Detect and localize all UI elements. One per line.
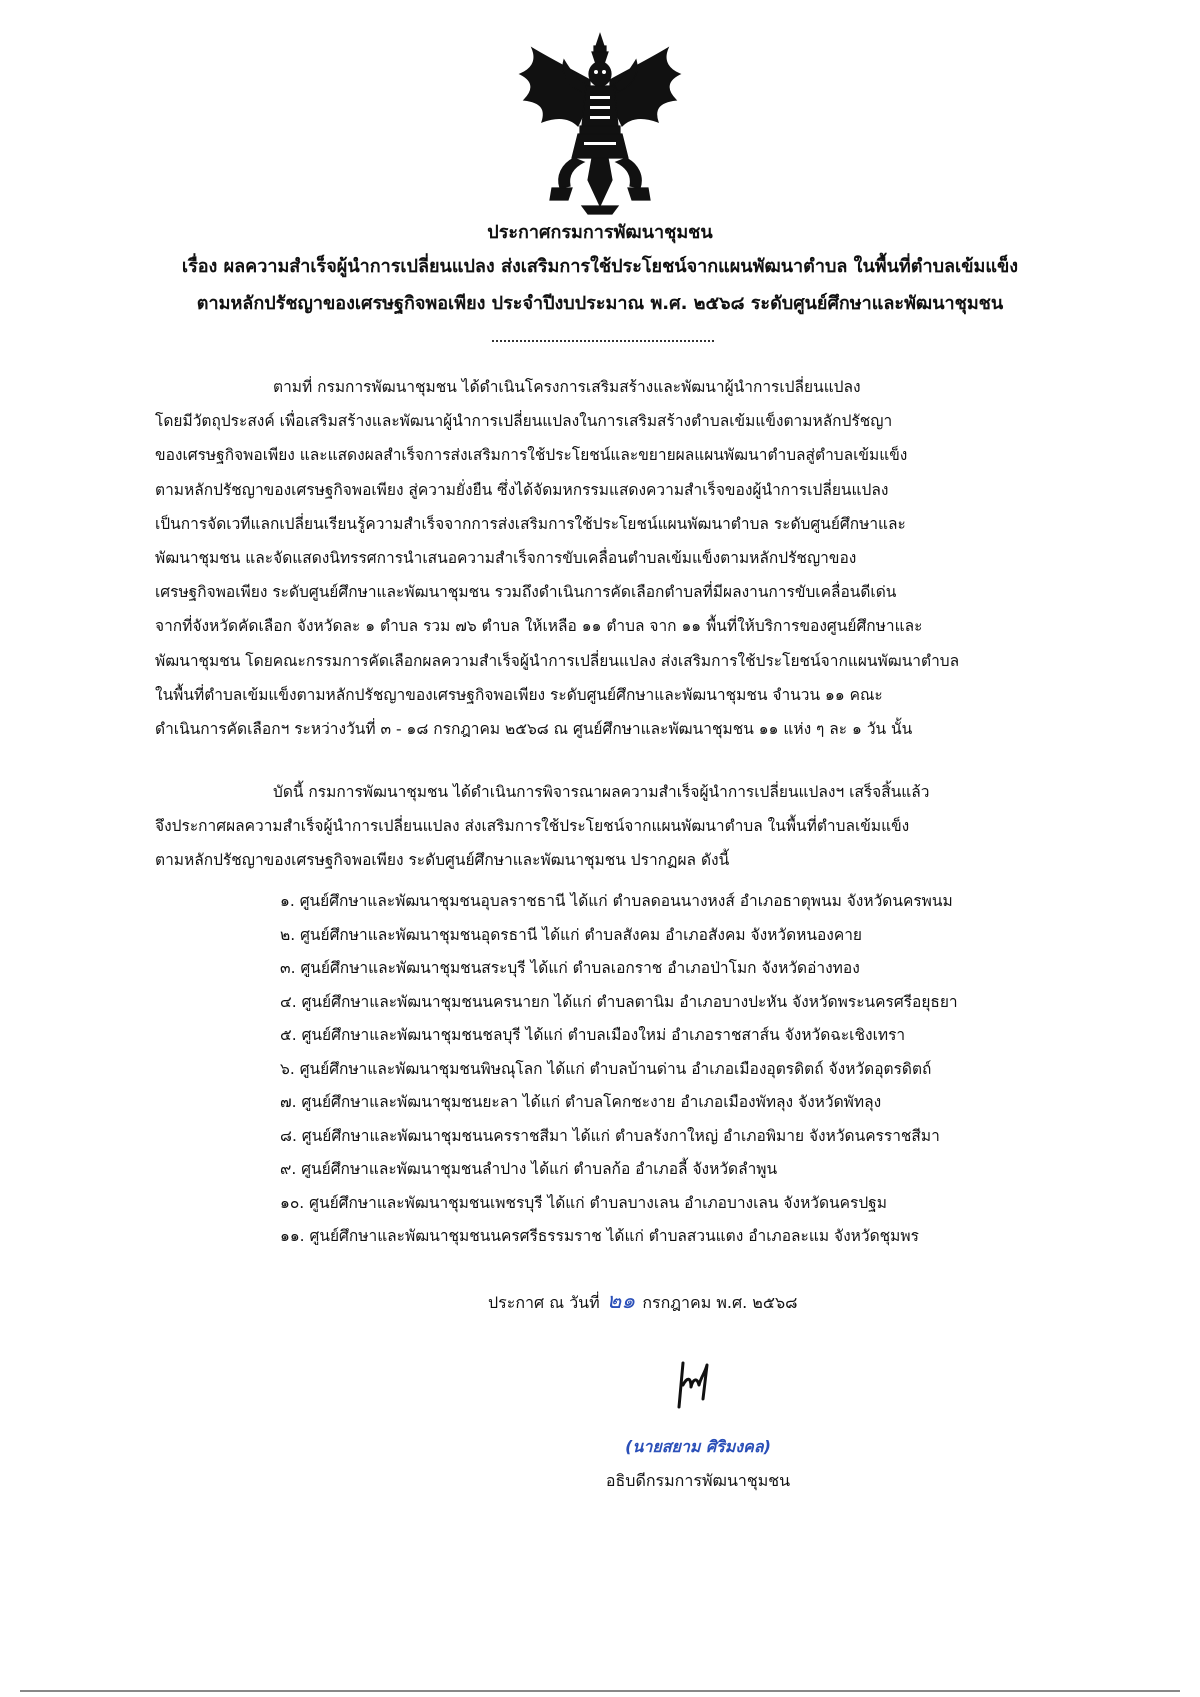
- subject-line-2: ตามหลักปรัชญาของเศรษฐกิจพอเพียง ประจำปีงบประมาณ พ.ศ. ๒๕๖๘ ระดับศูนย์ศึกษาและพัฒนาชุมชน: [196, 293, 1004, 314]
- paragraph-line: ในพื้นที่ตำบลเข้มแข็งตามหลักปรัชญาของเศรษฐกิจพอเพียง ระดับศูนย์ศึกษาและพัฒนาชุมชน จำนวน ๑๑ คณะ: [155, 685, 883, 704]
- announcement-date: [488, 1283, 797, 1318]
- list-item: ๖. ศูนย์ศึกษาและพัฒนาชุมชนพิษณุโลก ได้แก่ ตำบลบ้านด่าน อำเภอเมืองอุตรดิตถ์ จังหวัดอุตรดิตถ์: [280, 1059, 932, 1078]
- signature-icon: [665, 1355, 725, 1415]
- paragraph-line: เป็นการจัดเวทีแลกเปลี่ยนเรียนรู้ความสำเร็จจากการส่งเสริมการใช้ประโยชน์แผนพัฒนาตำบล ระดับศูนย์ศึกษาและ: [155, 514, 906, 533]
- list-item: ๘. ศูนย์ศึกษาและพัฒนาชุมชนนครราชสีมา ได้แก่ ตำบลรังกาใหญ่ อำเภอพิมาย จังหวัดนครราชสีมา: [280, 1126, 940, 1145]
- date-day-handwritten: ๒๑: [606, 1289, 636, 1314]
- signatory-name: (นายสยาม ศิริมงคล): [625, 1437, 771, 1456]
- paragraph-line: โดยมีวัตถุประสงค์ เพื่อเสริมสร้างและพัฒนาผู้นำการเปลี่ยนแปลงในการเสริมสร้างตำบลเข้มแข็งตามหลักปรัชญา: [155, 412, 893, 431]
- paragraph-line: เศรษฐกิจพอเพียง ระดับศูนย์ศึกษาและพัฒนาชุมชน รวมถึงดำเนินการคัดเลือกตำบลที่มีผลงานการขับเคลื่อนดีเด่น: [155, 583, 897, 602]
- paragraph-line: ดำเนินการคัดเลือกฯ ระหว่างวันที่ ๓ - ๑๘ กรกฎาคม ๒๕๖๘ ณ ศูนย์ศึกษาและพัฒนาชุมชน ๑๑ แห่ง ๆ ละ ๑ วัน นั้น: [155, 719, 913, 738]
- list-item: ๒. ศูนย์ศึกษาและพัฒนาชุมชนอุดรธานี ได้แก่ ตำบลสังคม อำเภอสังคม จังหวัดหนองคาย: [280, 925, 862, 944]
- list-item: ๔. ศูนย์ศึกษาและพัฒนาชุมชนนครนายก ได้แก่ ตำบลตานิม อำเภอบางปะหัน จังหวัดพระนครศรีอยุธยา: [280, 992, 958, 1011]
- list-item: ๗. ศูนย์ศึกษาและพัฒนาชุมชนยะลา ได้แก่ ตำบลโคกชะงาย อำเภอเมืองพัทลุง จังหวัดพัทลุง: [280, 1093, 882, 1111]
- list-item: ๑. ศูนย์ศึกษาและพัฒนาชุมชนอุบลราชธานี ได้แก่ ตำบลดอนนางหงส์ อำเภอธาตุพนม จังหวัดนครพนม: [280, 892, 953, 910]
- results-list: [280, 885, 1090, 1254]
- list-item: ๑๐. ศูนย์ศึกษาและพัฒนาชุมชนเพชรบุรี ได้แก่ ตำบลบางเลน อำเภอบางเลน จังหวัดนครปฐม: [280, 1193, 887, 1212]
- paragraph-line: ตามที่ กรมการพัฒนาชุมชน ได้ดำเนินโครงการเสริมสร้างและพัฒนาผู้นำการเปลี่ยนแปลง: [273, 378, 861, 396]
- list-item: ๓. ศูนย์ศึกษาและพัฒนาชุมชนสระบุรี ได้แก่ ตำบลเอกราช อำเภอป่าโมก จังหวัดอ่างทอง: [280, 959, 860, 977]
- paragraph-line: พัฒนาชุมชน โดยคณะกรรมการคัดเลือกผลความสำเร็จผู้นำการเปลี่ยนแปลง ส่งเสริมการใช้ประโยชน์จากแผนพัฒนาตำบล: [155, 651, 960, 670]
- date-prefix: ประกาศ ณ วันที่: [488, 1293, 600, 1312]
- paragraph-line: ตามหลักปรัชญาของเศรษฐกิจพอเพียง ระดับศูนย์ศึกษาและพัฒนาชุมชน ปรากฏผล ดังนี้: [155, 851, 730, 870]
- subject-line-1: เรื่อง ผลความสำเร็จผู้นำการเปลี่ยนแปลง ส่งเสริมการใช้ประโยชน์จากแผนพัฒนาตำบล ในพื้นที่ตำบลเข้มแข็ง: [181, 256, 1019, 277]
- list-item: ๙. ศูนย์ศึกษาและพัฒนาชุมชนลำปาง ได้แก่ ตำบลก้อ อำเภอลี้ จังหวัดลำพูน: [280, 1160, 778, 1178]
- list-item: ๑๑. ศูนย์ศึกษาและพัฒนาชุมชนนครศรีธรรมราช ได้แก่ ตำบลสวนแตง อำเภอละแม จังหวัดชุมพร: [280, 1227, 919, 1245]
- garuda-emblem-icon: [512, 30, 688, 215]
- paragraph-line: ตามหลักปรัชญาของเศรษฐกิจพอเพียง สู่ความยั่งยืน ซึ่งได้จัดมหกรรมแสดงความสำเร็จของผู้นำการเปลี่ยนแปลง: [155, 480, 889, 499]
- paragraph-line: ของเศรษฐกิจพอเพียง และแสดงผลสำเร็จการส่งเสริมการใช้ประโยชน์และขยายผลแผนพัฒนาตำบลสู่ตำบลเข้มแข็ง: [155, 446, 908, 465]
- paragraph-line: พัฒนาชุมชน และจัดแสดงนิทรรศการนำเสนอความสำเร็จการขับเคลื่อนตำบลเข้มแข็งตามหลักปรัชญาของ: [155, 548, 857, 567]
- list-item: ๕. ศูนย์ศึกษาและพัฒนาชุมชนชลบุรี ได้แก่ ตำบลเมืองใหม่ อำเภอราชสาส์น จังหวัดฉะเชิงเทรา: [280, 1026, 906, 1044]
- paragraph-line: บัดนี้ กรมการพัฒนาชุมชน ได้ดำเนินการพิจารณาผลความสำเร็จผู้นำการเปลี่ยนแปลงฯ เสร็จสิ้นแล้ว: [273, 783, 930, 801]
- date-month-year: กรกฎาคม พ.ศ. ๒๕๖๘: [642, 1293, 798, 1312]
- separator-dots: [492, 340, 714, 342]
- paragraph-line: จึงประกาศผลความสำเร็จผู้นำการเปลี่ยนแปลง ส่งเสริมการใช้ประโยชน์จากแผนพัฒนาตำบล ในพื้นที่ตำบลเข้มแข็ง: [155, 817, 910, 836]
- paragraph-line: จากที่จังหวัดคัดเลือก จังหวัดละ ๑ ตำบล รวม ๗๖ ตำบล ให้เหลือ ๑๑ ตำบล จาก ๑๑ พื้นที่ให้บริการของศูนย์ศึกษาและ: [155, 617, 923, 636]
- paragraph-background: [155, 370, 1085, 746]
- signatory-title: อธิบดีกรมการพัฒนาชุมชน: [605, 1471, 791, 1490]
- bottom-rule: [20, 1690, 1180, 1692]
- paragraph-result-intro: [155, 775, 1085, 878]
- announcement-issuer: ประกาศกรมการพัฒนาชุมชน: [487, 222, 713, 243]
